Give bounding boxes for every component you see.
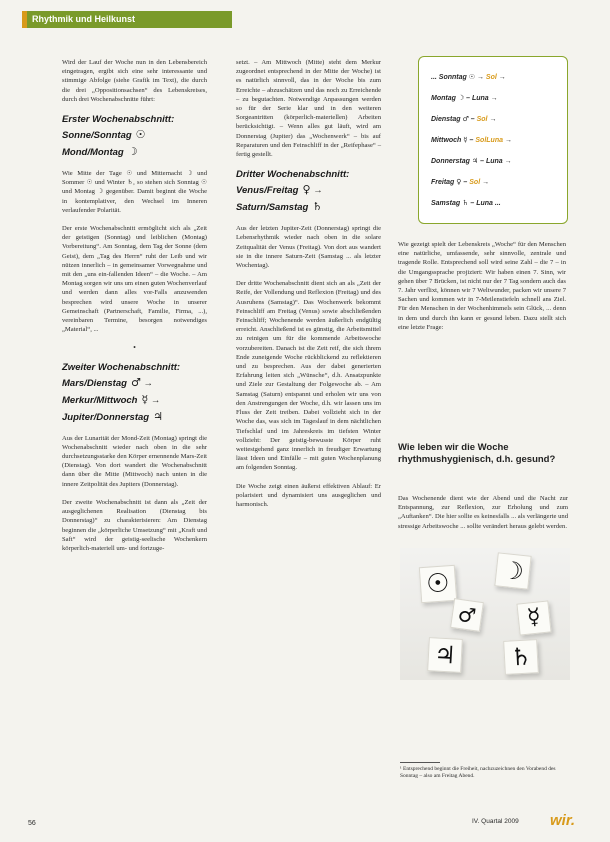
question-heading: Wie leben wir die Woche rhythmushygienisch, d.h. gesund? bbox=[398, 442, 556, 465]
magazine-logo: wir. bbox=[550, 812, 576, 829]
column-middle bbox=[236, 58, 381, 518]
paragraph: Aus der Lunarität der Mond-Zeit (Montag) springt die Wochenabschnitt wieder nach oben in die sehr durchsetzungsstarke den Körper ernennende Mars-Zeit (Dienstag). Von dort wandert die Wochenabschnitt dann über die Mitte (Mittwoch) nach unten in die innere Zeitpolität des Jupiters (Donnerstag). bbox=[62, 434, 208, 488]
sun-icon: ☉ bbox=[135, 128, 146, 142]
mars-icon: ♂ bbox=[130, 375, 141, 389]
saturn-icon: ♄ bbox=[462, 199, 469, 207]
box-row: Mittwoch ☿ – SolLuna → bbox=[431, 136, 512, 144]
paragraph: Der erste Wochenabschnitt ermöglicht sich als „Zeit der geistigen (Sonntag) und leiblichen (Montag) Vorbereitung“. Am Sonntag, dem Tag der Sonne (dem Geist), dem „Tag des Herrn“ ruht der Leib und wir nützen innerlich – in gemeinsamer Vorwegnahme und mit den „uns ein-fallenden Ideen“ – die Woche. – Am Montag sorgen wir uns um einen guten Wochenverlauf und werden dann alles vor-Falls anzuwenden besprechen wird unsere Woche in unserer Gemeinschaft (Partnerschaft, Familie, Firma, ...), vereinbaren Termine, besorgen notwendiges „Material“, ... bbox=[62, 225, 207, 334]
moon-icon: ☽ bbox=[457, 94, 465, 102]
mars-icon: ♂ bbox=[450, 598, 484, 632]
heading-line: Mars/Dienstag ♂ → bbox=[62, 375, 153, 389]
venus-icon: ♀ bbox=[302, 183, 311, 197]
section-title: Rhythmik und Heilkunst bbox=[32, 14, 136, 24]
mercury-icon: ☿ bbox=[141, 392, 149, 406]
paragraph: setzt. – Am Mittwoch (Mitte) steht dem Merkur zugeordnet entsprechend in der Mitte der Woche) ist es natürlich sinnvoll, das in der Woche bis zum Erreichte – abzuschätzen und das noch zu Erreichende – zu begutachten. Notwendige Anpassungen werden so für der Serie klar und in den weiteren Sorgeantritten (körperlich-materiellen) Arbeiten berücksichtigt. – Wenn alles gut läuft, wird am Donnerstag (Jupiter) das „Wochenwerk“ – bis auf Reparaturen und den Feinschliff in der „Reifephase“ – fertig gestellt. bbox=[236, 59, 381, 159]
footnote: ¹ Entsprechend beginnt die Freiheit, nachzuzeichnen den Vorabend des Sonntag – also am Freitag Abend. bbox=[400, 766, 556, 780]
box-row: Samstag ♄ – Luna ... bbox=[431, 199, 501, 207]
section-title: Dritter Wochenabschnitt: bbox=[236, 169, 350, 181]
column-right bbox=[398, 240, 566, 341]
section-title: Erster Wochenabschnitt: bbox=[62, 114, 175, 126]
box-row: Donnerstag ♃ – Luna → bbox=[431, 157, 512, 165]
column-right-lower bbox=[398, 494, 568, 540]
box-row: Dienstag ♂ – Sol → bbox=[431, 115, 497, 123]
header-accent bbox=[22, 11, 27, 28]
saturn-icon: ♄ bbox=[503, 639, 539, 675]
second-section-heading bbox=[62, 361, 207, 426]
heading-line: Sonne/Sonntag ☉ bbox=[62, 128, 146, 142]
heading-line: Saturn/Samstag ♄ bbox=[236, 200, 323, 214]
mercury-icon: ☿ bbox=[463, 136, 468, 144]
paragraph: Wie Mitte der Tage ☉ und Mitternacht ☽ und Sommer ☉ und Winter ♄, so stehen sich Sonntag ☉ und Montag ☽ gegenüber. Damit beginnt die Woche in kontemplativer, den Wechsel im Inneren verlaufender Polarität. bbox=[62, 170, 207, 214]
footnote-rule bbox=[400, 762, 440, 763]
section-header bbox=[22, 11, 232, 28]
heading-line: Mond/Montag ☽ bbox=[62, 145, 138, 159]
heading-line: Merkur/Mittwoch ☿ → bbox=[62, 392, 161, 406]
issue-label: IV. Quartal 2009 bbox=[472, 818, 519, 825]
mars-icon: ♂ bbox=[462, 115, 469, 123]
paragraph: Wird der Lauf der Woche nun in den Lebensbereich eingetragen, ergibt sich eine sehr interessante und stimmige Abfolge (siehe Grafik im Text), die durch die drei „Oppositionsachsen“ des Lebenskreises, durch drei Wochenabschnitte führt: bbox=[62, 59, 207, 103]
paragraph: Der zweite Wochenabschnitt ist dann als „Zeit der ausgeglichenen Realisation (Dienstag bis Donnerstag)“ zu charakterisieren: Am Dienstag beginnen die „körperliche Umsetzung“ mit „Kraft und Saft“ wird der geistig-seelische Wochenkern körperlich-materiell um- und fortzuge- bbox=[62, 498, 207, 552]
paragraph: Das Wochenende dient wie der Abend und die Nacht zur Entspannung, zur Reflexion, zur Erholung und zum „Auftanken“. Die hier sollte es keinesfalls ... als verlängerte und stressige Arbeitswoche ... sollte verändert heraus gelebt werden. bbox=[398, 495, 568, 530]
paragraph: Aus der letzten Jupiter-Zeit (Donnerstag) springt die Lebensrhythmik wieder nach oben in die solare Zeitqualität der Venus (Freitag). Von dort aus wandert sie in die innere Saturn-Zeit (Samstag ... als letzter Wochentag). bbox=[236, 225, 381, 270]
weekday-rhythm-box bbox=[418, 56, 568, 224]
column-left bbox=[62, 58, 207, 562]
heading-line: Venus/Freitag ♀ → bbox=[236, 183, 323, 197]
box-row: Freitag ♀ – Sol → bbox=[431, 178, 490, 186]
jupiter-icon: ♃ bbox=[153, 409, 163, 423]
box-row: Montag ☽ – Luna → bbox=[431, 94, 498, 102]
sun-icon: ☉ bbox=[468, 73, 476, 81]
page-number: 56 bbox=[28, 820, 36, 827]
first-section-heading bbox=[62, 113, 207, 161]
sun-icon: ☉ bbox=[419, 565, 457, 603]
venus-icon: ♀ bbox=[456, 178, 462, 186]
paragraph: Wie gezeigt spielt der Lebenskreis „Woche“ für den Menschen eine natürliche, umfassende, sehr sinnvolle, zentrale und tragende Rolle. Entsprechend soll wird seine Zahl – die 7 – in die Umgangssprache projiziert: Wir haben einen 7. Sinn, wir gehen über 7 Brücken, ist nicht nur der 7 Tag sondern auch das 7. Jahr verflixt, können wir 7 Weltwunder, packen wir unsere 7 Sachen und kommen wir in 7-Meilenstiefeln schnell ans Ziel. Für den Menschen in der Wochenhimmels sein Glück, ... denn in dem und durch ihn kann er gesund leben. Dazu stellt sich eine letzte Frage: bbox=[398, 241, 566, 331]
heading-line: Jupiter/Donnerstag ♃ bbox=[62, 409, 163, 423]
paragraph: Die Woche zeigt einen äußerst effektiven Ablauf: Er polarisiert und dynamisiert uns ausgeglichen und harmonisch. bbox=[236, 482, 381, 508]
jupiter-icon: ♃ bbox=[427, 637, 463, 673]
mercury-icon: ☿ bbox=[516, 600, 551, 635]
paragraph: Der dritte Wochenabschnitt dient sich an als „Zeit der Reife, der Vollendung und Reflexion (Freitag) und des Ausruhens (Samstag)“. Das Wochenwerk bekommt Feinschliff am Freitag (Venus) sowie abschließenden Feinschliff; Wochenende werden äußerlich endgültig erreicht. Anschließend ist es günstig, die Arbeitsmittel zu reinigen um für die kommende Arbeitswoche vorzubereiten. Danach ist die Zeit reif, die sich ihrem Ende zuneigende Woche rückblickend zu reflektieren und zu besprechen. Aus der dabei generierten Erfahrung leiten sich „Wünsche“, d.h. Ansatzpunkte und Ziele zur Gestaltung der Folgewoche ab. – Am Samstag (Saturn) entspannt und erholen wir uns von den Anstrengungen der Woche, d.h. wir lassen uns im Fluss der Zeit treiben. Dabei vollzieht sich in der Woche das, was sich im Tageslauf in dem nächtlichen Tiefschlaf und im Jahreskreis im tiefsten Winter vollzieht: Der geistig-bewusste Körper ruht weitestgehend ganz innerlich in freudiger Erwartung lässt Ideen und Einfälle – mit guten Wochenplanung am folgenden Sonntag. bbox=[236, 280, 381, 472]
moon-icon: ☽ bbox=[494, 552, 531, 589]
jupiter-icon: ♃ bbox=[471, 157, 479, 165]
third-section-heading bbox=[236, 168, 381, 216]
saturn-icon: ♄ bbox=[312, 200, 323, 214]
planet-tiles-photo bbox=[400, 548, 570, 680]
separator-dot: • bbox=[133, 343, 136, 353]
moon-icon: ☽ bbox=[127, 145, 138, 159]
box-row: ... Sonntag ☉ → Sol → bbox=[431, 73, 506, 81]
section-title: Zweiter Wochenabschnitt: bbox=[62, 361, 181, 373]
